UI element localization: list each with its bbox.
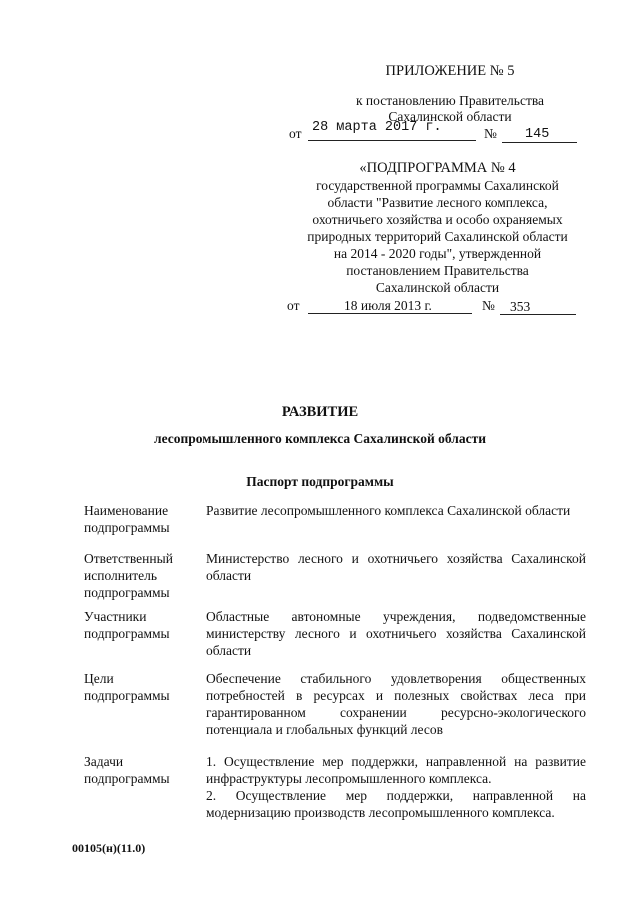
appendix-date-prefix: от [289, 126, 302, 141]
subprogram-num-underline [500, 314, 576, 315]
label-line: Наименование [84, 503, 169, 518]
passport-row-value: Обеспечение стабильного удовлетворения общественных потребностей в ресурсах и полезных свойствах леса при гарантированном сохранении ресурсно-экологического потенциала и глобальных функций лесов [206, 671, 586, 737]
subprogram-date-underline [308, 313, 472, 314]
passport-row [84, 608, 586, 670]
subprogram-header [285, 160, 590, 296]
subprogram-header-line: «ПОДПРОГРАММА № 4 [359, 160, 516, 176]
passport-row [84, 753, 586, 821]
appendix-date-value: 28 марта 2017 г. [312, 120, 442, 135]
passport-table [84, 502, 586, 821]
page-title: РАЗВИТИЕ [281, 404, 359, 420]
appendix-num-underline [502, 142, 577, 143]
label-line: Цели [84, 671, 114, 686]
passport-row-value: Развитие лесопромышленного комплекса Сахалинской области [206, 503, 571, 518]
page-subtitle: лесопромышленного комплекса Сахалинской области [154, 431, 486, 446]
passport-row-label [84, 502, 204, 550]
label-line: подпрограммы [84, 688, 170, 703]
subprogram-date-prefix: от [287, 298, 300, 313]
passport-row-value: Областные автономные учреждения, подведомственные министерству лесного и охотничьего хозяйства Сахалинской области [206, 609, 586, 658]
label-line: Ответственный [84, 551, 173, 566]
passport-title: Паспорт подпрограммы [246, 474, 394, 489]
label-line: подпрограммы [84, 520, 170, 535]
appendix-line-2: Сахалинской области [388, 109, 512, 124]
label-line: исполнитель [84, 568, 157, 583]
subprogram-header-line: природных территорий Сахалинской области [307, 229, 568, 244]
subprogram-header-line: государственной программы Сахалинской [316, 178, 559, 193]
task-item: 1. Осуществление мер поддержки, направленной на развитие инфраструктуры лесопромышленного комплекса. [206, 754, 586, 786]
passport-row-label [84, 608, 204, 670]
appendix-num-value: 145 [525, 127, 550, 142]
passport-row [84, 502, 586, 550]
label-line: подпрограммы [84, 585, 170, 600]
passport-row-value: Министерство лесного и охотничьего хозяйства Сахалинской области [206, 551, 586, 583]
appendix-date-underline [308, 140, 476, 141]
subprogram-header-line: Сахалинской области [375, 280, 500, 295]
label-line: Участники [84, 609, 147, 624]
passport-row-value [206, 753, 586, 821]
appendix-title: ПРИЛОЖЕНИЕ № 5 [385, 63, 515, 79]
appendix-num-prefix: № [484, 126, 497, 141]
subprogram-header-line: постановлением Правительства [346, 263, 529, 278]
label-line: подпрограммы [84, 626, 170, 641]
task-item: 2. Осуществление мер поддержки, направленной на модернизацию производств лесопромышленного комплекса. [206, 788, 586, 820]
passport-row [84, 670, 586, 753]
subprogram-num-prefix: № [482, 298, 495, 313]
subprogram-date-value: 18 июля 2013 г. [344, 298, 432, 313]
passport-row-label [84, 753, 204, 821]
subprogram-header-line: на 2014 - 2020 годы", утвержденной [333, 246, 542, 261]
passport-row [84, 550, 586, 608]
subprogram-header-line: области "Развитие лесного комплекса, [327, 195, 548, 210]
passport-row-label [84, 670, 204, 753]
passport-row-label [84, 550, 204, 608]
subprogram-num-value: 353 [510, 299, 531, 314]
label-line: подпрограммы [84, 771, 170, 786]
label-line: Задачи [84, 754, 124, 769]
footer-code: 00105(н)(11.0) [72, 841, 146, 855]
subprogram-header-line: охотничьего хозяйства и особо охраняемых [312, 212, 563, 227]
appendix-line-1: к постановлению Правительства [355, 93, 545, 108]
